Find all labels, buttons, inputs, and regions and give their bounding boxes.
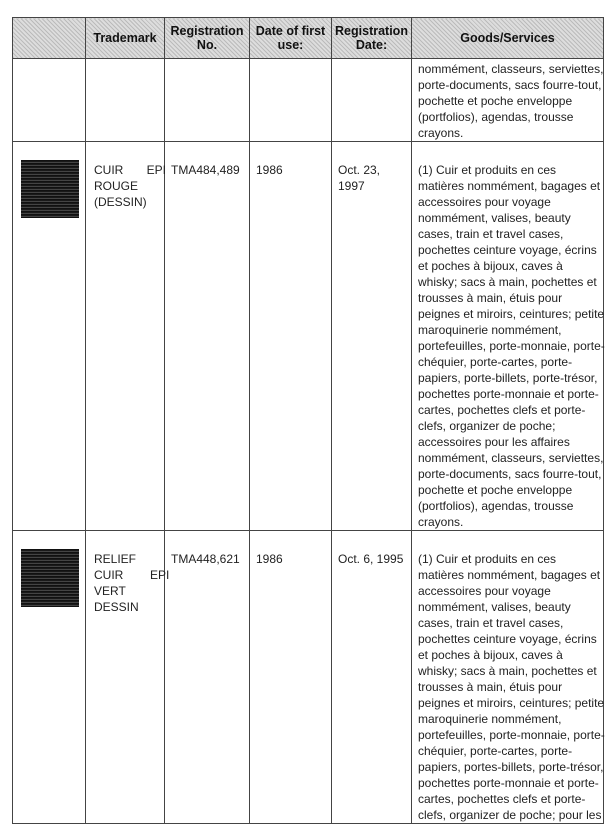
goods-line: portefeuilles, porte-monnaie, porte-	[418, 728, 605, 742]
header-date-first-use: Date of first use:	[250, 18, 332, 59]
trademark-cell	[86, 59, 165, 142]
reg-date-cell	[332, 59, 412, 142]
goods-line: clefs, organizer de poche; pour les	[418, 808, 602, 822]
goods-line: nommément, classeurs, serviettes,	[418, 62, 604, 76]
reg-no-cell	[165, 59, 250, 142]
goods-line: pochette et poche enveloppe	[418, 94, 573, 108]
goods-line: (portfolios), agendas, trousse	[418, 110, 574, 124]
trademark-design-image	[21, 549, 79, 607]
goods-line: et poches à bijoux, caves à	[418, 648, 563, 662]
goods-line: cases, train et travel cases,	[418, 616, 564, 630]
trademark-table	[12, 17, 604, 824]
goods-line: accessoires pour voyage	[418, 584, 551, 598]
goods-line: matières nommément, bagages et	[418, 179, 601, 193]
goods-line: trousses à main, étuis pour	[418, 291, 563, 305]
logo-cell	[13, 142, 86, 531]
goods-line: pochettes ceinture voyage, écrins	[418, 243, 597, 257]
goods-line: papiers, portes-billets, porte-trésor,	[418, 760, 604, 774]
goods-line: peignes et miroirs, ceintures; petite	[418, 696, 605, 710]
header-image	[13, 18, 86, 59]
goods-line: cartes, pochettes clefs et porte-	[418, 403, 586, 417]
first-use-cell	[250, 59, 332, 142]
goods-line: whisky; sacs à main, pochettes et	[418, 664, 597, 678]
trademark-line: (DESSIN)	[94, 195, 147, 209]
goods-line: peignes et miroirs, ceintures; petite	[418, 307, 605, 321]
trademark-line: CUIR EPI	[94, 163, 167, 177]
goods-line: accessoires pour les affaires	[418, 435, 570, 449]
table-row	[13, 142, 604, 531]
goods-line: trousses à main, étuis pour	[418, 680, 563, 694]
goods-line: accessoires pour voyage	[418, 195, 551, 209]
goods-line: crayons.	[418, 126, 464, 140]
goods-line: maroquinerie nommément,	[418, 323, 562, 337]
goods-line: (1) Cuir et produits en ces	[418, 552, 557, 566]
goods-line: whisky; sacs à main, pochettes et	[418, 275, 597, 289]
reg-no-cell: TMA448,621	[165, 531, 250, 824]
trademark-line: DESSIN	[94, 600, 139, 614]
goods-line: chéquier, porte-cartes, porte-	[418, 355, 573, 369]
goods-line: et poches à bijoux, caves à	[418, 259, 563, 273]
header-registration-no: Registration No.	[165, 18, 250, 59]
trademark-line: ROUGE	[94, 179, 139, 193]
goods-line: porte-documents, sacs fourre-tout,	[418, 467, 602, 481]
first-use-cell: 1986	[250, 531, 332, 824]
goods-line: maroquinerie nommément,	[418, 712, 562, 726]
goods-line: nommément, classeurs, serviettes,	[418, 451, 604, 465]
goods-line: matières nommément, bagages et	[418, 568, 601, 582]
goods-line: clefs, organizer de poche;	[418, 419, 556, 433]
table-row	[13, 531, 604, 824]
goods-cell	[412, 59, 604, 142]
trademark-cell	[86, 142, 165, 531]
reg-date-cell: Oct. 6, 1995	[332, 531, 412, 824]
goods-line: pochettes porte-monnaie et porte-	[418, 776, 599, 790]
goods-line: crayons.	[418, 515, 464, 529]
goods-line: porte-documents, sacs fourre-tout,	[418, 78, 602, 92]
header-goods-services: Goods/Services	[412, 18, 604, 59]
goods-cell	[412, 142, 604, 531]
trademark-design-image	[21, 160, 79, 218]
goods-line: (1) Cuir et produits en ces	[418, 163, 557, 177]
goods-line: cartes, pochettes clefs et porte-	[418, 792, 586, 806]
header-trademark: Trademark	[86, 18, 165, 59]
reg-no-cell: TMA484,489	[165, 142, 250, 531]
reg-date-cell: Oct. 23, 1997	[332, 142, 412, 531]
goods-line: portefeuilles, porte-monnaie, porte-	[418, 339, 605, 353]
table-row	[13, 59, 604, 142]
goods-cell	[412, 531, 604, 824]
goods-line: pochette et poche enveloppe	[418, 483, 573, 497]
logo-cell	[13, 59, 86, 142]
header-registration-date: Registration Date:	[332, 18, 412, 59]
goods-line: pochettes porte-monnaie et porte-	[418, 387, 599, 401]
trademark-line: CUIR EPI	[94, 568, 170, 582]
goods-line: nommément, valises, beauty	[418, 211, 571, 225]
goods-line: cases, train et travel cases,	[418, 227, 564, 241]
goods-line: nommément, valises, beauty	[418, 600, 571, 614]
logo-cell	[13, 531, 86, 824]
trademark-line: RELIEF	[94, 552, 137, 566]
trademark-line: VERT	[94, 584, 126, 598]
goods-line: (portfolios), agendas, trousse	[418, 499, 574, 513]
first-use-cell: 1986	[250, 142, 332, 531]
goods-line: papiers, porte-billets, porte-trésor,	[418, 371, 598, 385]
trademark-cell	[86, 531, 170, 824]
goods-line: chéquier, porte-cartes, porte-	[418, 744, 573, 758]
goods-line: pochettes ceinture voyage, écrins	[418, 632, 597, 646]
